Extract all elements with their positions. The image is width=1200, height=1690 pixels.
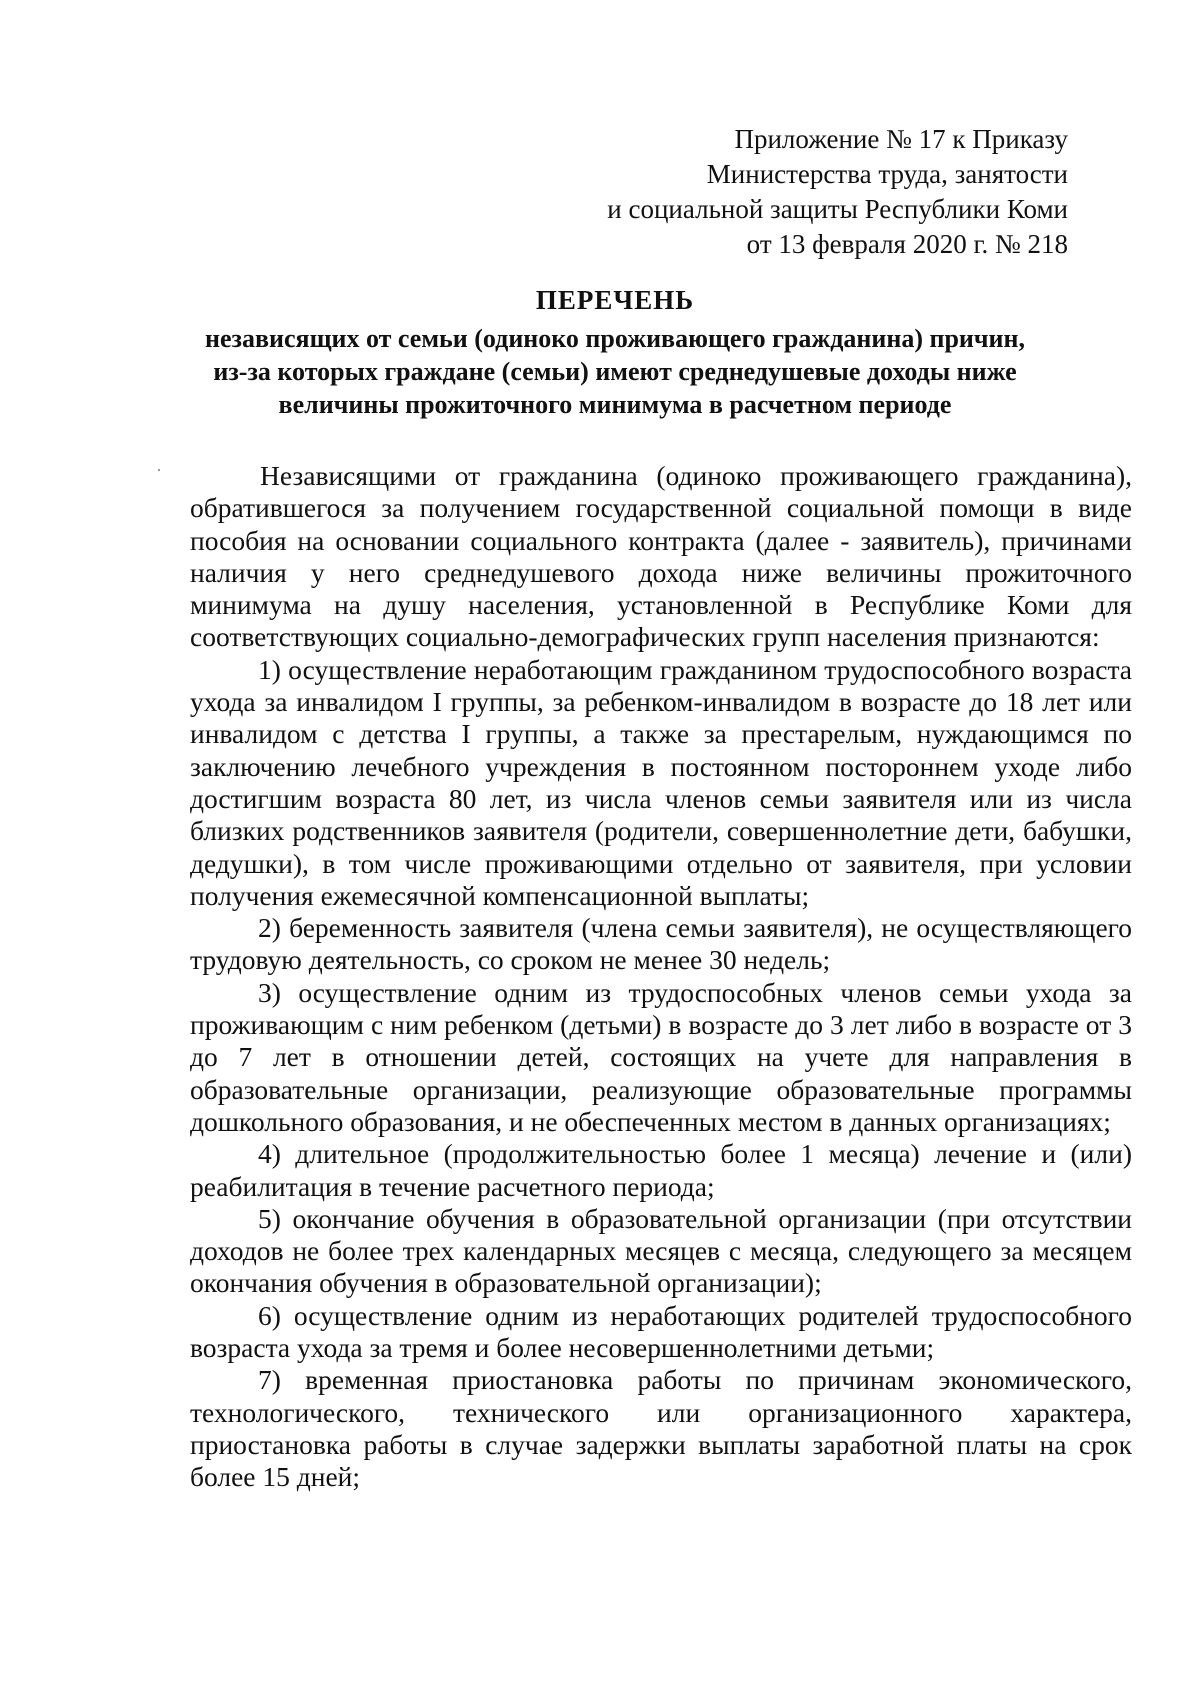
document-heading bbox=[180, 282, 1050, 421]
document-title: ПЕРЕЧЕНЬ bbox=[535, 285, 695, 315]
appendix-line: от 13 февраля 2020 г. № 218 bbox=[746, 229, 1068, 259]
scan-speck bbox=[158, 469, 160, 471]
list-item: 7) временная приостановка работы по причинам экономического, технологического, технического или организационного характера, приостановка работы в случае задержки выплаты заработной платы на срок более 15 дней; bbox=[190, 1364, 1132, 1493]
subtitle-line: из-за которых граждане (семьи) имеют среднедушевые доходы ниже bbox=[213, 357, 1017, 386]
subtitle-line: независящих от семьи (одиноко проживающего гражданина) причин, bbox=[204, 324, 1026, 353]
list-item: 5) окончание обучения в образовательной организации (при отсутствии доходов не более трех календарных месяцев с месяца, следующего за месяцем окончания обучения в образовательной организации); bbox=[190, 1202, 1132, 1299]
list-item: 3) осуществление одним из трудоспособных членов семьи ухода за проживающим с ним ребенком (детьми) в возрасте до 3 лет либо в возрасте от 3 до 7 лет в отношении детей, состоящих на учете для направления в образовательные организации, реализующие образовательные программы дошкольного образования, и не обеспеченных местом в данных организациях; bbox=[190, 976, 1132, 1137]
list-item: 1) осуществление неработающим гражданином трудоспособного возраста ухода за инвалидом I группы, за ребенком-инвалидом в возрасте до 18 лет или инвалидом с детства I группы, а также за престарелым, нуждающимся по заключению лечебного учреждения в постоянном постороннем уходе либо достигшим возраста 80 лет, из числа членов семьи заявителя или из числа близких родственников заявителя (родители, совершеннолетние дети, бабушки, дедушки), в том числе проживающими отдельно от заявителя, при условии получения ежемесячной компенсационной выплаты; bbox=[190, 653, 1132, 911]
appendix-line: и социальной защиты Республики Коми bbox=[607, 194, 1068, 224]
list-item: 2) беременность заявителя (члена семьи заявителя), не осуществляющего трудовую деятельность, со сроком не менее 30 недель; bbox=[190, 912, 1132, 976]
document-subtitle bbox=[180, 322, 1050, 421]
appendix-line: Министерства труда, занятости bbox=[706, 159, 1068, 189]
appendix-reference bbox=[607, 122, 1068, 262]
list-item: 4) длительное (продолжительностью более 1 месяца) лечение и (или) реабилитация в течение расчетного периода; bbox=[190, 1138, 1132, 1202]
intro-paragraph: Независящими от гражданина (одиноко проживающего гражданина), обратившегося за получением государственной социальной помощи в виде пособия на основании социального контракта (далее - заявитель), причинами наличия у него среднедушевого дохода ниже величины прожиточного минимума на душу населения, установленной в Республике Коми для соответствующих социально-демографических групп населения признаются: bbox=[190, 460, 1132, 653]
list-item: 6) осуществление одним из неработающих родителей трудоспособного возраста ухода за тремя и более несовершеннолетними детьми; bbox=[190, 1299, 1132, 1364]
subtitle-line: величины прожиточного минимума в расчетном периоде bbox=[278, 390, 952, 419]
document-body bbox=[190, 460, 1132, 1494]
appendix-line: Приложение № 17 к Приказу bbox=[734, 124, 1068, 154]
